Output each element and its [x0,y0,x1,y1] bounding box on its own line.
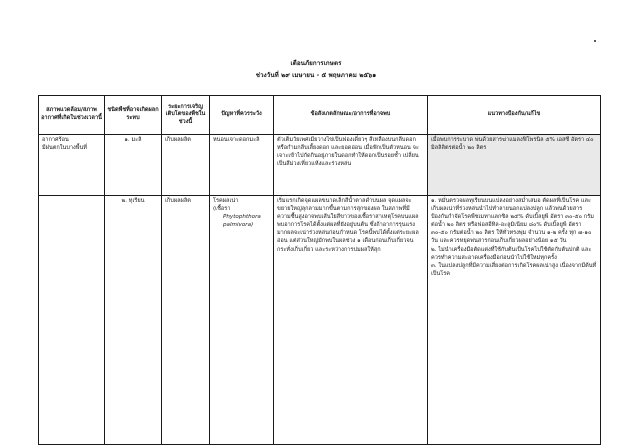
cell-stage: เก็บผลผลิต [162,135,210,196]
problem-name: โรคผลเน่า (เชื้อรา [213,198,239,213]
speck-mark [594,40,596,42]
cell-solution: เมื่อพบการระบาด พ่นด้วยสารฆ่าแมลงฟิโพรนิล ๕% เอสซี อัตรา ๔๐ มิลลิลิตรต่อน้ำ ๒๐ ลิตร [428,135,601,196]
problem-name: หนอนเจาะดอกมะลิ [213,137,260,143]
document-title: เตือนภัยการเกษตร [290,60,342,67]
cell-stage: เก็บผลผลิต [162,196,210,445]
table-header-row [39,96,601,135]
cell-solution: ๑. หมั่นตรวจผลทุเรียนบนแปลงอย่างสม่ำเสมอ ตัดผลที่เป็นโรค และเก็บผลเน่าที่ร่วงหล่นนำไปทำลายนอกแปลงปลูก แล้วพ่นด้วยสารป้องกันกำจัดโรคพืชเมทาแลกซิล ๒๕% ดับเบิ้ลยูพี อัตรา ๓๐-๕๐ กรัมต่อน้ำ ๒๐ ลิตร หรือฟอสอีทิล-อะลูมิเนียม ๘๐% ดับเบิ้ลยูพี อัตรา ๓๐-๕๐ กรัมต่อน้ำ ๒๐ ลิตร ให้ทั่วทรงพุ่ม จำนวน ๑-๒ ครั้ง ทุก ๗-๑๐ วัน และควรหยุดพ่นสารก่อนเก็บเกี่ยวผลอย่างน้อย ๑๕ วัน ๒. ไม่นำเครื่องมือตัดแต่งที่ใช้กับต้นเป็นโรคไปใช้ตัดกับต้นปกติ และควรทำความสะอาดเครื่องมือก่อนนำไปใช้ใหม่ทุกครั้ง ๓. ในแปลงปลูกที่มีความเสี่ยงต่อการเกิดโรคผลเน่าสูง เนื่องจากมีต้นที่เป็นโรค [428,196,601,445]
cell-problem [210,196,274,445]
alert-table [38,95,601,445]
cell-environment: อากาศร้อน มีฝนตกในบางพื้นที่ [39,135,105,196]
column-header-stage: ระยะการเจริญเติบโตของพืชในช่วงนี้ [162,96,210,135]
column-header-symptoms: ข้อสังเกตลักษณะ/อาการที่อาจพบ [274,96,428,135]
table-row [39,196,601,445]
pathogen-scientific-name: Phytophthora palmivora) [223,214,261,229]
cell-symptoms: เริ่มแรกเกิดจุดแผลขนาดเล็กสีน้ำตาลดำบนผล จุดแผลจะขยายใหญ่ลุกลามมากขึ้นตามการสุกของผล ในสภาพที่มีความชื้นสูงอาจพบเส้นใยสีขาวของเชื้อราสาเหตุโรคบนแผล พบอาการโรคได้ตั้งแต่ผลที่ยังอยู่บนต้น ซึ่งถ้าอาการรุนแรงมากผลจะเน่าร่วงหล่นก่อนกำหนด โรคนี้พบได้ตั้งแต่ระยะผลอ่อน แต่ส่วนใหญ่มักพบในผลช่วง ๑ เดือนก่อนเก็บเกี่ยวจนกระทั่งเก็บเกี่ยว และระหว่างการบ่มผลให้สุก [274,196,428,445]
table-row [39,135,601,196]
cell-problem [210,135,274,196]
column-header-solution: แนวทางป้องกัน/แก้ไข [428,96,601,135]
column-header-problem: ปัญหาที่ควรระวัง [210,96,274,135]
column-header-environment: สภาพแวดล้อม/สภาพอากาศที่เกิดในช่วงเวลานี้ [39,96,105,135]
cell-crop: ๒. ทุเรียน [105,196,162,445]
document-period: ช่วงวันที่ ๒๙ เมษายน - ๕ พฤษภาคม ๒๕๖๑ [255,72,377,79]
cell-symptoms: ตัวเต็มวัยเพศเมียวางไข่เป็นฟองเดี่ยวๆ สีเหลืองบนกลีบดอก หรือกำมกลีบเลี้ยงดอก และยอดอ่อน เมื่อฟักเป็นตัวหนอน จะเจาะเข้าไปกัดกินอยู่ภายในดอกทำให้ดอกเป็นรอยช้ำ เปลี่ยนเป็นสีม่วงเหี่ยวแห้งและร่วงหล่น [274,135,428,196]
cell-crop: ๑. มะลิ [105,135,162,196]
cell-environment [39,196,105,445]
column-header-crop: ชนิดพืชที่อาจเกิดผลกระทบ [105,96,162,135]
